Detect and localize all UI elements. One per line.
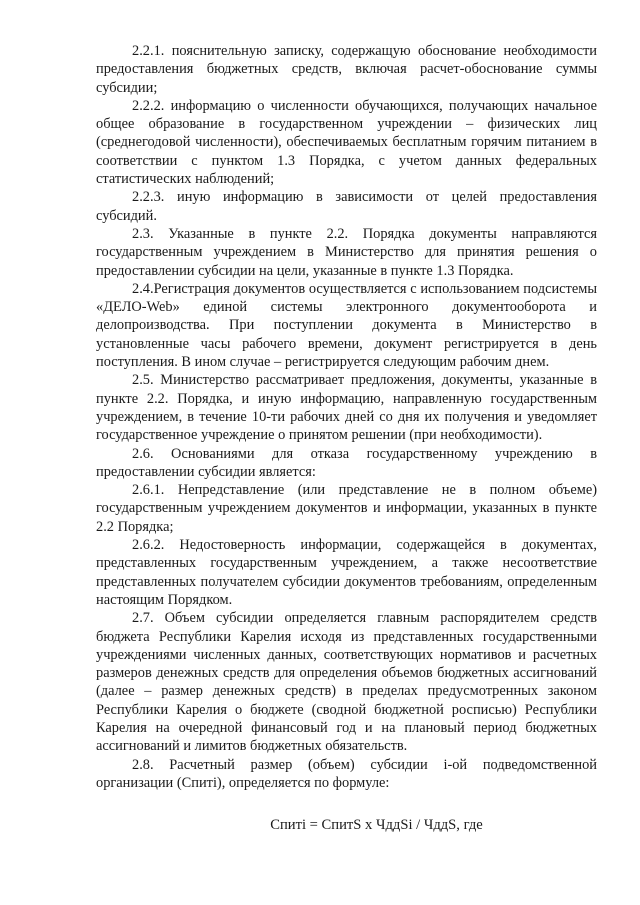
paragraph-2-6-1: 2.6.1. Непредставление (или представление не в полном объеме) государственным учреждением документов и информации, указанных в пункте 2.2 Порядка; — [96, 482, 597, 535]
paragraph-2-8: 2.8. Расчетный размер (объем) субсидии i-ой подведомственной организации (Спитi), определяется по формуле: — [96, 756, 597, 791]
paragraph-2-6: 2.6. Основаниями для отказа государственному учреждению в предоставлении субсидии является: — [96, 445, 597, 480]
paragraph-2-3: 2.3. Указанные в пункте 2.2. Порядка документы направляются государственным учреждением в Министерство для принятия решения о предоставлении субсидии на цели, указанные в пункте 1.3 Порядка. — [96, 225, 597, 279]
document-body — [96, 42, 597, 834]
paragraph-2-2-2: 2.2.2. информацию о численности обучающихся, получающих начальное общее образование в государственном учреждении – физических лиц (среднегодовой численности), обеспечиваемых бесплатным горячим питанием в соответствии с пунктом 1.3 Порядка, с учетом данных федеральных статистических наблюдений; — [96, 97, 597, 188]
paragraph-2-4: 2.4.Регистрация документов осуществляется с использованием подсистемы «ДЕЛО-Web» единой системы электронного документооборота и делопроизводства. При поступлении документа в Министерство в установленные часы рабочего времени, документ регистрируется в день поступления. В ином случае – регистрируется следующим рабочим днем. — [96, 280, 597, 371]
paragraph-2-5: 2.5. Министерство рассматривает предложения, документы, указанные в пункте 2.2. Порядка, и иную информацию, направленную государственным учреждением, в течение 10-ти рабочих дней со дня их получения и уведомляет государственное учреждение о принятом решении (при необходимости). — [96, 372, 597, 444]
subsidy-formula: Спитi = СпитS x ЧддSi / ЧддS, где — [270, 817, 483, 834]
paragraph-2-2-1: 2.2.1. пояснительную записку, содержащую обоснование необходимости предоставления бюджетных средств, включая расчет-обоснование суммы субсидии; — [96, 43, 597, 96]
paragraph-2-6-2: 2.6.2. Недостоверность информации, содержащейся в документах, представленных государственным учреждением, а также несоответствие представленных получателем субсидии документов требованиям, определенным настоящим Порядком. — [96, 537, 597, 608]
paragraph-2-7: 2.7. Объем субсидии определяется главным распорядителем средств бюджета Республики Карелия исходя из представленных государственными учреждениями численных данных, соответствующих нормативов и расчетных размеров денежных средств для определения объемов бюджетных ассигнований (далее – размер денежных средств) в пределах предусмотренных законом Республики Карелия о бюджете (сводной бюджетной росписью) Республики Карелия на очередной финансовый год и на плановый период бюджетных ассигнований и лимитов бюджетных обязательств. — [96, 610, 597, 755]
paragraph-2-2-3: 2.2.3. иную информацию в зависимости от целей предоставления субсидий. — [96, 189, 597, 224]
